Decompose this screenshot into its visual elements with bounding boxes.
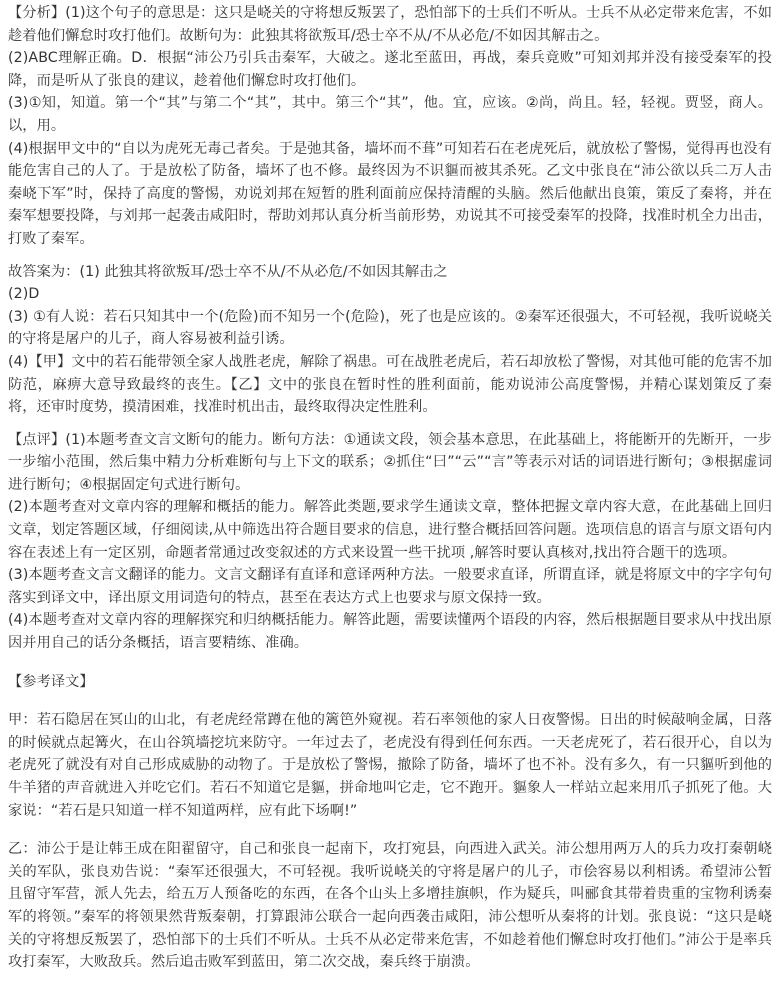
comment-4: (4)本题考查对文章内容的理解探究和归纳概括能力。解答此题，需要读懂两个语段的内容，然后根据题目要求从中找出原因并用自己的话分条概括，语言要精练、准确。 xyxy=(8,612,772,652)
comment-3: (3)本题考查文言文翻译的能力。文言文翻译有直译和意译两种方法。一般要求直译，所谓直译，就是将原文中的字字句句落实到译文中，译出原文用词造句的特点，甚至在表达方式上也要求与原文保持一致。 xyxy=(8,567,772,606)
spacer xyxy=(8,655,772,671)
spacer xyxy=(8,693,772,709)
spacer xyxy=(8,822,772,838)
answer-3: (3) ①有人说：若石只知其中一个(危险)而不知另一个(危险)，死了也是应该的。②秦军还很强大，不可轻视，我听说峣关的守将是屠户的儿子，商人容易被利益引诱。 xyxy=(8,308,772,348)
analysis-part-1: 【分析】(1)这个句子的意思是：这只是峣关的守将想反叛罢了，恐怕部下的士兵们不听从。士兵不从必定带来危害，不如趁着他们懈怠时攻打他们。故断句为：此独其将欲叛耳/恐士卒不从/不从必危/不如因其解击之。 xyxy=(8,5,772,44)
translation-jia: 甲：若石隐居在冥山的山北，有老虎经常蹲在他的篱笆外窥视。若石率领他的家人日夜警惕。日出的时候敲响金属，日落的时候就点起篝火，在山谷筑墙挖坑来防守。一年过去了，老虎没有得到任何东西。一天老虎死了，若石很开心，自以为老虎死了就没有对自己形成威胁的动物了。于是放松了警惕，撤除了防备，墙坏了也不补。没有多久，有一只貙听到他的牛羊猪的声音就进入并吃它们。若石不知道它是貙，拼命地叫它走，它不跑开。貙象人一样站立起来用爪子抓死了他。大家说：“若石是只知道一样不知道两样，应有此下场啊!” xyxy=(8,712,772,819)
spacer xyxy=(8,251,772,261)
answer-2: (2)D xyxy=(8,286,40,303)
comment-1: 【点评】(1)本题考查文言文断句的能力。断句方法：①通读文段，领会基本意思，在此基础上，将能断开的先断开，一步一步缩小范围，然后集中精力分析难断句与上下文的联系；②抓住“曰”“云”“言”等表示对话的词语进行断句；③根据虚词进行断句；④根据固定句式进行断句。 xyxy=(8,431,772,493)
translation-yi: 乙：沛公于是让韩王成在阳翟留守，自己和张良一起南下，攻打宛县，向西进入武关。沛公想用两万人的兵力攻打秦朝峣关的军队，张良劝告说：“秦军还很强大，不可轻视。我听说峣关的守将是屠户的儿子，市侩容易以利相诱。希望沛公暂且留守军营，派人先去，给五万人预备吃的东西，在各个山头上多增挂旗帜，作为疑兵，叫郦食其带着贵重的宝物利诱秦军的将领。”秦军的将领果然背叛秦朝，打算跟沛公联合一起向西袭击咸阳，沛公想听从秦将的计划。张良说：“这只是峣关的守将想反叛罢了，恐怕部下的士兵们不听从。士兵不从必定带来危害，不如趁着他们懈怠时攻打他们。”沛公于是率兵攻打秦军，大败敌兵。然后追击败军到蓝田，第二次交战，秦兵终于崩溃。 xyxy=(8,841,772,971)
analysis-part-2: (2)ABC理解正确。D．根据“沛公乃引兵击秦军，大破之。遂北至蓝田，再战，秦兵竟败”可知刘邦并没有接受秦军的投降，而是听从了张良的建议，趁着他们懈怠时攻打他们。 xyxy=(8,50,772,89)
analysis-part-3: (3)①知，知道。第一个“其”与第二个“其”，其中。第三个“其”，他。宜，应该。②尚，尚且。轻，轻视。贾竖，商人。以，用。 xyxy=(8,95,772,134)
answer-4: (4)【甲】文中的若石能带领全家人战胜老虎，解除了祸患。可在战胜老虎后，若石却放松了警惕，对其他可能的危害不加防范，麻痹大意导致最终的丧生。【乙】文中的张良在暂时性的胜利面前，能劝说沛公高度警惕，并精心谋划策反了秦将，还审时度势，摸清困难，找准时机出击，最终取得决定性胜利。 xyxy=(8,353,772,416)
spacer xyxy=(8,419,772,429)
translation-heading: 【参考译文】 xyxy=(8,673,94,690)
answer-intro: 故答案为：(1) 此独其将欲叛耳/恐士卒不从/不从必危/不如因其解击之 xyxy=(8,263,448,280)
comment-2: (2)本题考查对文章内容的理解和概括的能力。解答此类题,要求学生通读文章，整体把握文章内容大意，在此基础上回归文章，划定答题区域，仔细阅读,从中筛选出符合题目要求的信息，进行整合概括回答问题。选项信息的语言与原文语句内容在表述上有一定区别，命题者常通过改变叙述的方式来设置一些干扰项 ,解答时要认真核对,找出符合题干的选项。 xyxy=(8,499,772,561)
analysis-part-4: (4)根据甲文中的“自以为虎死无毒己者矣。于是弛其备，墙坏而不葺”可知若石在老虎死后，就放松了警惕，觉得再也没有能危害自己的人了。于是放松了防备，墙坏了也不修。最终因为不识貙而被其杀死。乙文中张良在“沛公欲以兵二万人击秦峣下军”时，保持了高度的警惕，劝说刘邦在短暂的胜利面前应保持清醒的头脑。然后他献出良策，策反了秦将，并在秦军想要投降，与刘邦一起袭击咸阳时，帮助刘邦认真分析当前形势，劝说其不可接受秦军的投降，找准时机全力出击，打败了秦军。 xyxy=(8,140,772,247)
